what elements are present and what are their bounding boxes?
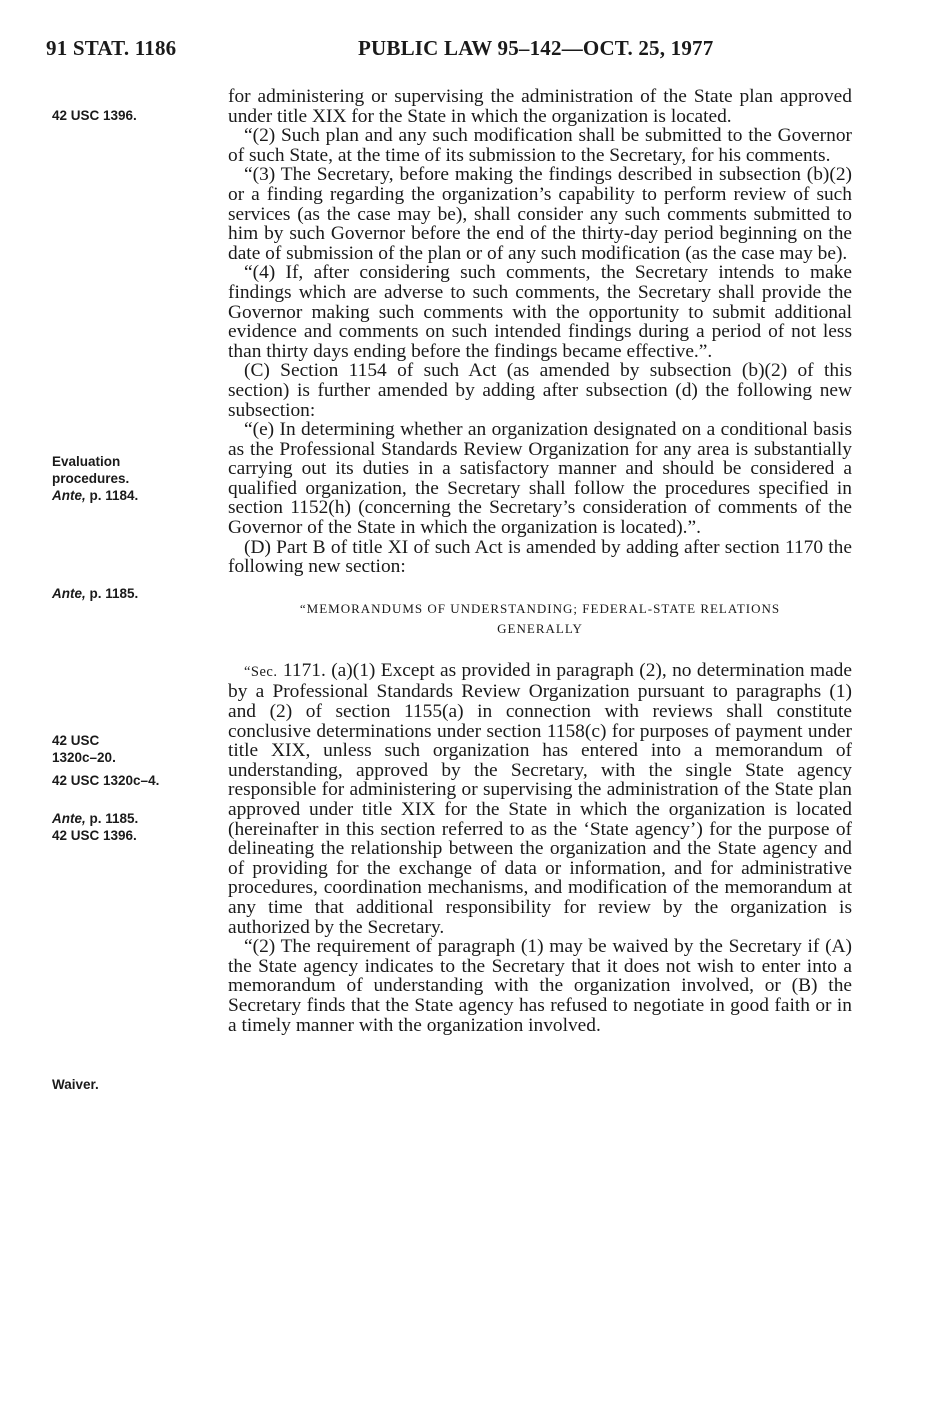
- margin-citation: 1320c–20.: [52, 750, 116, 765]
- paragraph: “(2) The requirement of paragraph (1) may be waived by the Secretary if (A) the State agency indicates to the Secretary that it does not wish to enter into a memorandum of understanding with the organization involved, or (B) the Secretary finds that the State agency has refused to negotiate in good faith or in a timely manner with the organization involved.: [228, 936, 852, 1036]
- margin-citation: 42 USC 1320c–4.: [52, 773, 160, 788]
- margin-topic-line: Evaluation: [52, 454, 121, 469]
- section-label: “Sec.: [244, 663, 278, 680]
- paragraph: “(2) Such plan and any such modification shall be submitted to the Governor of such State, at the time of its submission to the Secretary, for his comments.: [228, 125, 852, 166]
- paragraph: “(e) In determining whether an organization designated on a conditional basis as the Professional Standards Review Organization for any area is substantially carrying out its duties in a satisfactory manner and should be considered a qualified organization, the Secretary shall follow the procedures specified in section 1152(h) (concerning the Secretary’s consideration of comments of the Governor of the State in which the organization is located).”.: [228, 419, 852, 539]
- paragraph: (D) Part B of title XI of such Act is amended by adding after section 1170 the following new section:: [228, 536, 852, 578]
- margin-note-1320c-20: [52, 732, 222, 766]
- margin-topic-line: procedures.: [52, 471, 130, 486]
- section-heading-line: “MEMORANDUMS OF UNDERSTANDING; FEDERAL-STATE RELATIONS: [299, 600, 781, 616]
- margin-citation: 42 USC 1396.: [52, 108, 137, 123]
- margin-ante: Ante,: [52, 488, 86, 503]
- paragraph: [228, 661, 852, 937]
- margin-page-ref: p. 1185.: [85, 586, 139, 601]
- paragraph: for administering or supervising the administration of the State plan approved under title XIX for the State in which the organization is located.: [228, 86, 852, 127]
- margin-topic: Waiver.: [52, 1077, 99, 1092]
- section-heading: [228, 599, 852, 639]
- margin-ante: Ante,: [52, 811, 86, 826]
- margin-page-ref: p. 1184.: [85, 488, 139, 503]
- margin-note-usc-1396: [52, 107, 222, 124]
- margin-note-ante-1185: [52, 585, 222, 602]
- paragraph-text: 1171. (a)(1) Except as provided in paragraph (2), no determination made by a Professional Standards Review Organization pursuant to paragraphs (1) and (2) of section 1155(a) in connection with reviews shall constitute conclusive determinations under section 1158(c) for purposes of payment under title XIX, unless such organization has entered into a memorandum of understanding, approved by the Secretary, with the single State agency responsible for administering or supervising the administration of the State plan approved under title XIX for the State in which the organization is located (hereinafter in this section referred to as the ‘State agency’) for the purpose of delineating the relationship between the organization and the State agency and of providing for the exchange of data or information, and for administrative procedures, coordination mechanisms, and modification of the memorandum at any time that additional responsibility for review by the organization is authorized by the Secretary.: [228, 659, 852, 938]
- paragraph: “(3) The Secretary, before making the findings described in subsection (b)(2) or a finding regarding the organization’s capability to perform review of such services (as the case may be), shall consider any such comments submitted to him by such Governor before the end of the thirty-day period beginning on the date of submission of the plan or of any such modification (as the case may be).: [228, 164, 852, 264]
- stat-page-number: 91 STAT. 1186: [46, 36, 177, 60]
- margin-note-ante-usc: [52, 810, 222, 844]
- margin-citation: 42 USC 1396.: [52, 828, 137, 843]
- paragraph: “(4) If, after considering such comments, the Secretary intends to make findings which are adverse to such comments, the Secretary shall provide the Governor making such comments with the opportunity to submit additional evidence and comments on such intended findings during a period of not less than thirty days ending before the findings became effective.”.: [228, 262, 852, 362]
- margin-citation: 42 USC: [52, 733, 100, 748]
- section-heading-line: GENERALLY: [497, 620, 583, 636]
- margin-note-waiver: [52, 1076, 222, 1093]
- margin-note-evaluation: [52, 453, 222, 504]
- paragraph: (C) Section 1154 of such Act (as amended by subsection (b)(2) of this section) is further amended by adding after subsection (d) the following new subsection:: [228, 360, 852, 421]
- statute-text: [228, 87, 852, 1035]
- margin-page-ref: p. 1185.: [85, 811, 139, 826]
- margin-note-1320c-4: [52, 772, 222, 789]
- margin-ante: Ante,: [52, 586, 86, 601]
- running-title: PUBLIC LAW 95–142—OCT. 25, 1977: [358, 36, 714, 60]
